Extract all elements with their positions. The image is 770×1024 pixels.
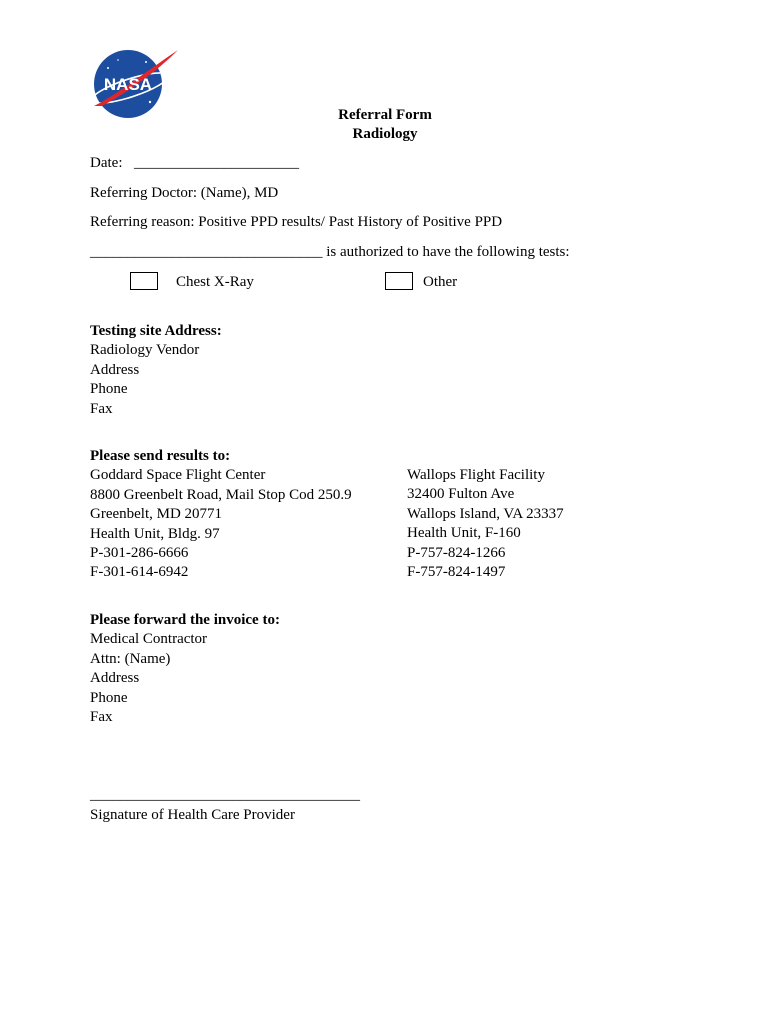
wallops-line: P-757-824-1266 [407, 544, 506, 561]
signature-label: Signature of Health Care Provider [90, 807, 295, 823]
chest-xray-checkbox[interactable] [130, 272, 158, 290]
testing-site-line: Address [90, 361, 140, 378]
referring-reason: Referring reason: Positive PPD results/ Past History of Positive PPD [90, 214, 503, 230]
results-heading: Please send results to: [90, 448, 231, 464]
nasa-logo [88, 44, 180, 124]
testing-site-section [90, 322, 222, 419]
results-section-wallops [407, 466, 564, 582]
date-label: Date: [90, 155, 123, 171]
wallops-line: F-757-824-1497 [407, 564, 506, 581]
nasa-logo-text: NASA [103, 75, 153, 94]
goddard-line: 8800 Greenbelt Road, Mail Stop Cod 250.9 [90, 486, 352, 503]
authorized-name-field[interactable]: _______________________________ [90, 244, 323, 260]
goddard-line: Health Unit, Bldg. 97 [90, 525, 220, 542]
goddard-line: Goddard Space Flight Center [90, 467, 266, 484]
wallops-line: Health Unit, F-160 [407, 525, 521, 542]
invoice-line: Phone [90, 689, 128, 706]
invoice-line: Fax [90, 709, 113, 726]
goddard-line: F-301-614-6942 [90, 564, 189, 581]
referring-doctor: Referring Doctor: (Name), MD [90, 185, 279, 201]
invoice-heading: Please forward the invoice to: [90, 612, 280, 628]
results-section-goddard [90, 447, 352, 583]
testing-site-line: Phone [90, 381, 128, 398]
authorized-line [90, 243, 570, 262]
other-label: Other [423, 274, 458, 290]
invoice-section [90, 611, 280, 727]
goddard-line: Greenbelt, MD 20771 [90, 506, 223, 523]
invoice-line: Address [90, 670, 140, 687]
wallops-line: Wallops Island, VA 23337 [407, 505, 564, 522]
form-subtitle: Radiology [352, 126, 418, 142]
authorized-text: is authorized to have the following tests: [322, 244, 570, 260]
other-checkbox[interactable] [385, 272, 413, 290]
wallops-line: 32400 Fulton Ave [407, 486, 515, 503]
form-title: Referral Form [338, 107, 432, 123]
invoice-line: Attn: (Name) [90, 650, 171, 667]
signature-field[interactable]: ____________________________________ [90, 787, 360, 803]
testing-site-line: Fax [90, 400, 113, 417]
goddard-line: P-301-286-6666 [90, 545, 189, 562]
testing-site-heading: Testing site Address: [90, 323, 222, 339]
date-field[interactable]: ______________________ [134, 155, 299, 171]
chest-xray-label: Chest X-Ray [176, 274, 254, 290]
wallops-line: Wallops Flight Facility [407, 467, 545, 483]
testing-site-line: Radiology Vendor [90, 342, 200, 359]
invoice-line: Medical Contractor [90, 631, 208, 648]
